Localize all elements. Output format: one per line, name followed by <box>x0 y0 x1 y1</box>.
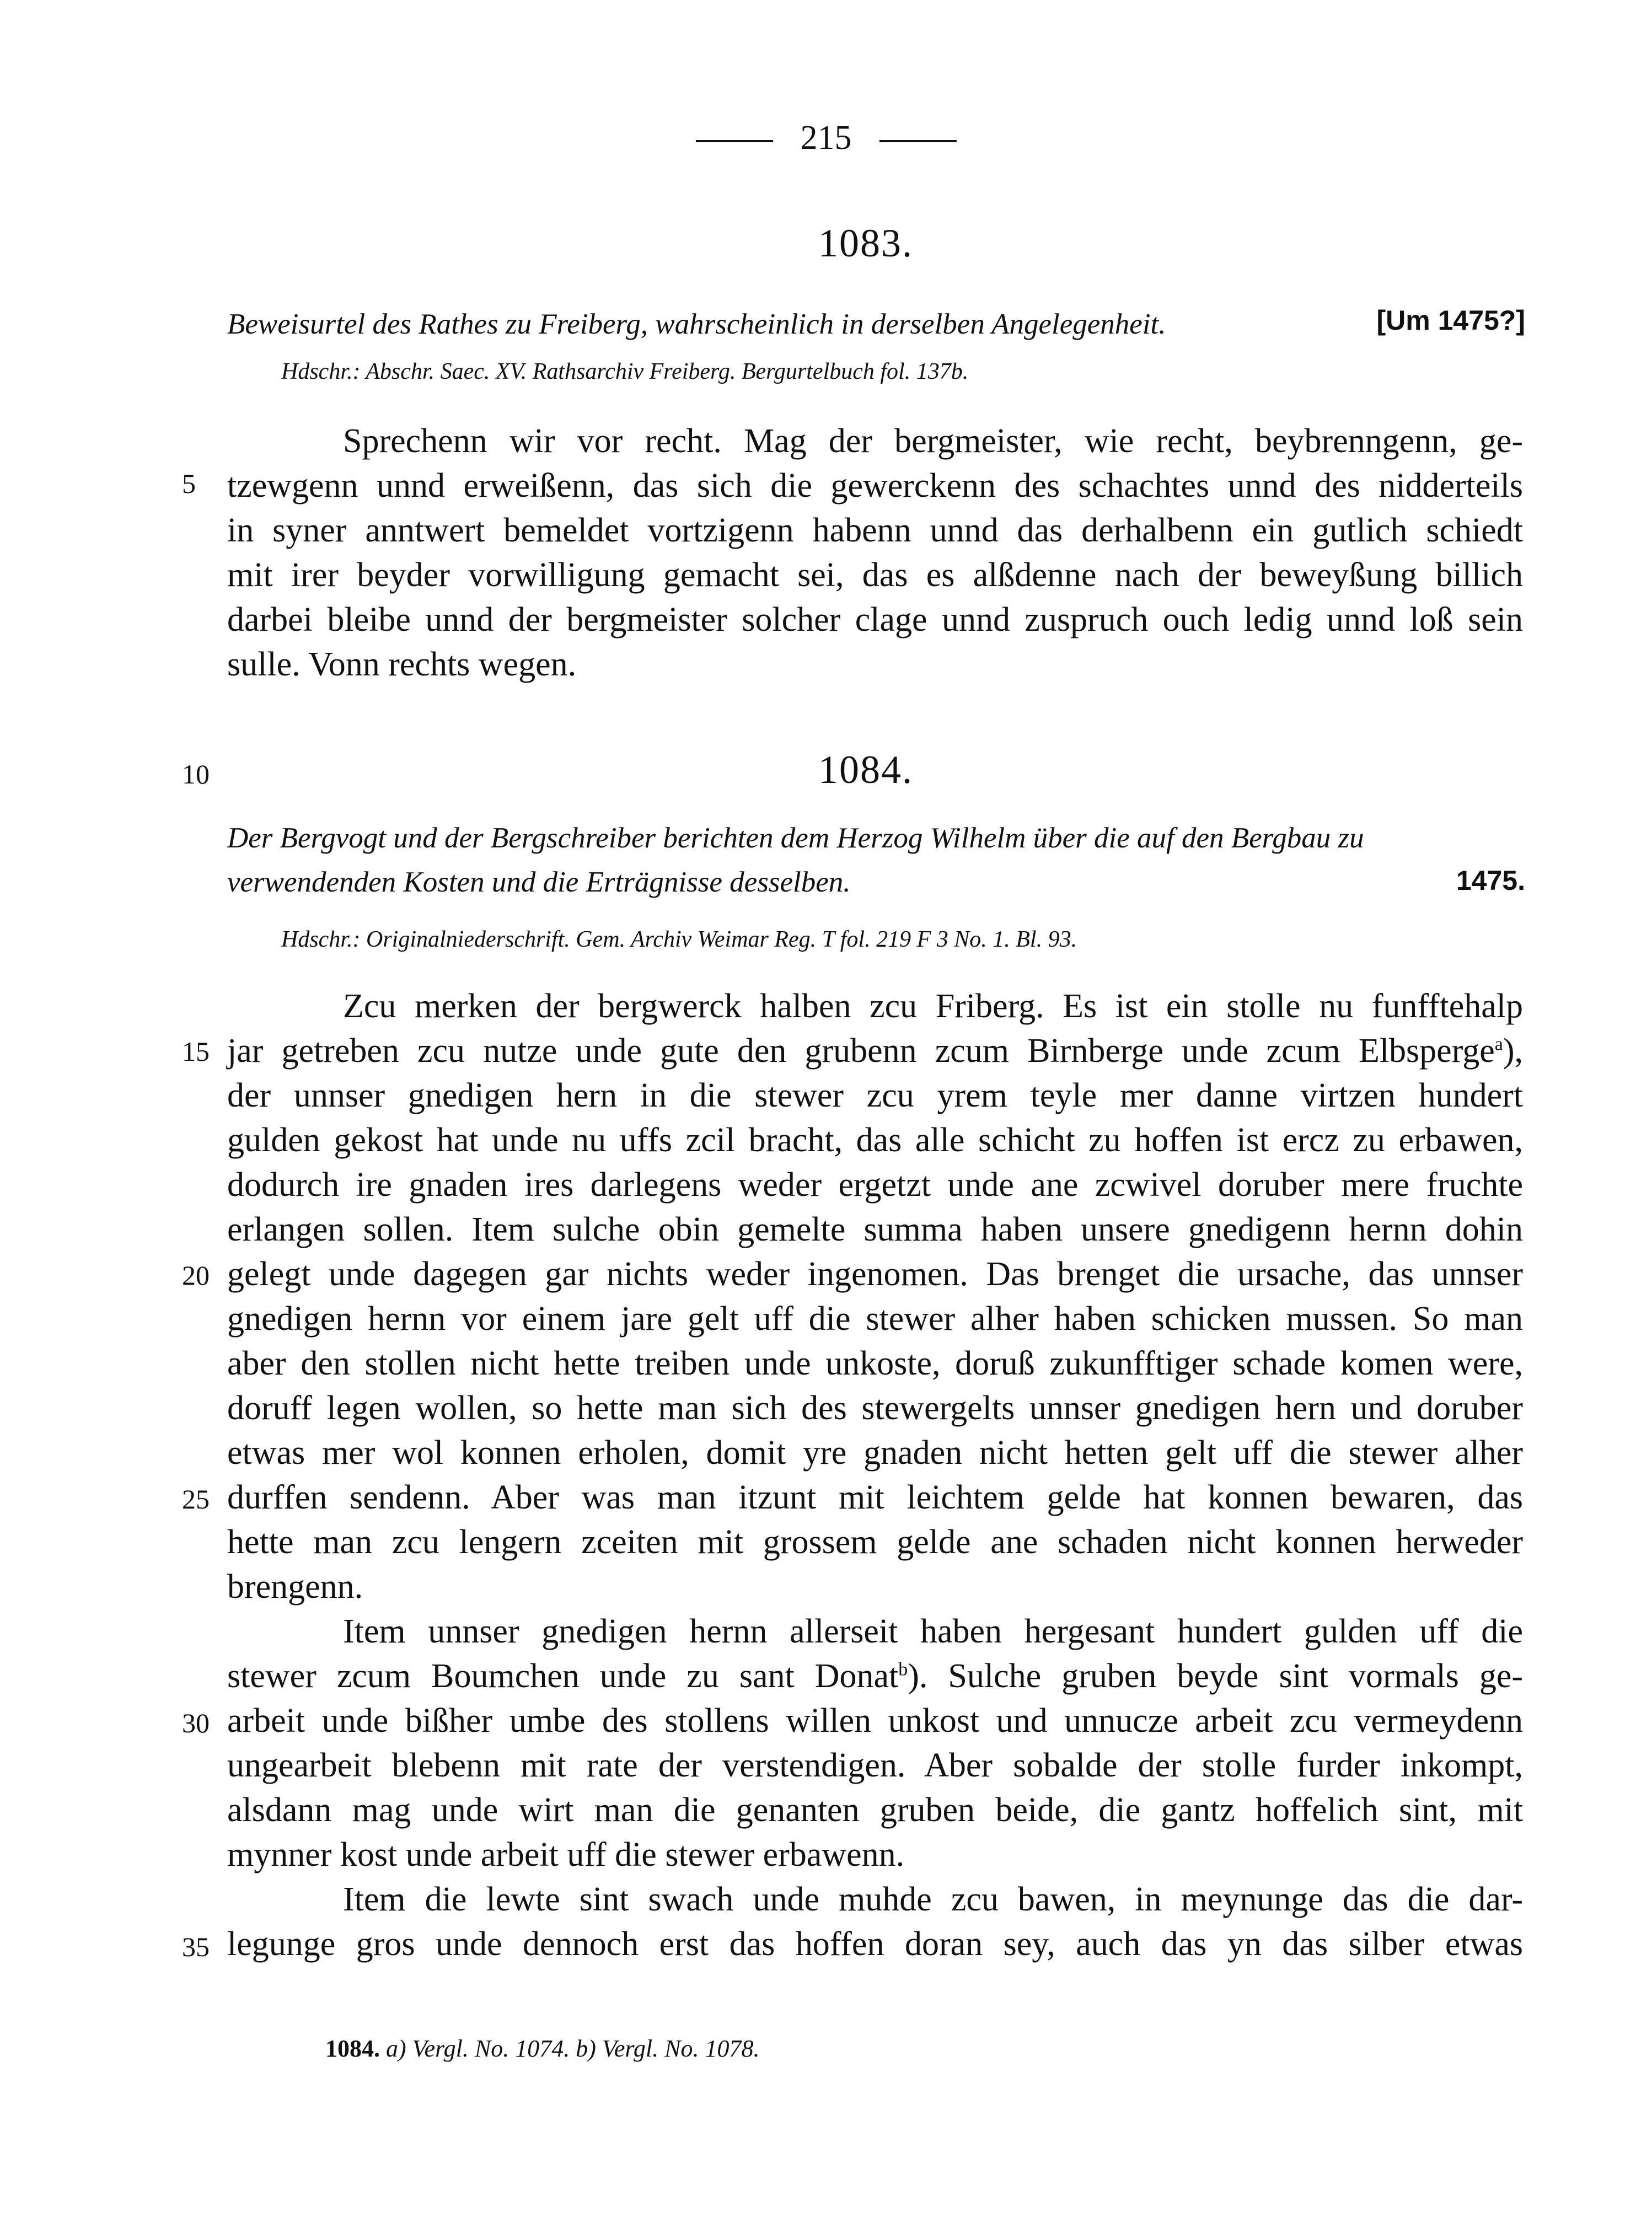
regest-1083: Beweisurtel des Rathes zu Freiberg, wahrscheinlich in derselben Angelegenheit. <box>227 308 1166 340</box>
text-line: ungearbeit blebenn mit rate der verstendigen. Aber sobalde der stolle furder inkompt, <box>227 1747 1523 1784</box>
header-rule-right <box>879 140 957 142</box>
text-line: mynner kost unde arbeit uff die stewer erbawenn. <box>227 1836 905 1873</box>
line-number: 25 <box>182 1484 210 1515</box>
text-line: arbeit unde bißher umbe des stollens willen unkost und unnucze arbeit zcu vermeydenn <box>227 1702 1523 1740</box>
footnote-text: a) Vergl. No. 1074. b) Vergl. No. 1078. <box>386 2035 760 2062</box>
text-line: brengenn. <box>227 1568 363 1606</box>
text-line: Item die lewte sint swach unde muhde zcu bawen, in meynunge das die dar- <box>343 1881 1523 1918</box>
text-segment: stewer zcum Boumchen unde zu sant Donat <box>227 1657 899 1695</box>
text-line: etwas mer wol konnen erholen, domit yre gnaden nicht hetten gelt uff die stewer alher <box>227 1434 1523 1472</box>
text-line: hette man zcu lengern zceiten mit grossem gelde ane schaden nicht konnen herweder <box>227 1523 1523 1561</box>
text-line: doruff legen wollen, so hette man sich des stewergelts unnser gnedigen hern und doruber <box>227 1389 1523 1427</box>
document-number-1084: 1084. <box>818 748 913 792</box>
page-header <box>0 119 1652 158</box>
regest-1084 <box>227 816 1523 904</box>
line-number: 30 <box>182 1708 210 1738</box>
line-number: 20 <box>182 1260 210 1291</box>
text-line <box>227 1654 1523 1699</box>
text-line: mit irer beyder vorwilligung gemacht sei, das es alßdenne nach der beweyßung billich <box>227 556 1523 594</box>
text-line: Zcu merken der bergwerck halben zcu Friberg. Es ist ein stolle nu funfftehalp <box>343 987 1523 1025</box>
text-line <box>227 1029 1523 1073</box>
source-1084: Hdschr.: Originalniederschrift. Gem. Archiv Weimar Reg. T fol. 219 F 3 No. 1. Bl. 93. <box>281 927 1077 952</box>
text-line: tzewgenn unnd erweißenn, das sich die gewerckenn des schachtes unnd des nidderteils <box>227 467 1523 504</box>
text-line: gnedigen hernn vor einem jare gelt uff die stewer alher haben schicken mussen. So man <box>227 1300 1523 1338</box>
text-segment: jar getreben zcu nutze unde gute den grubenn zcum Birnberge unde zcum Elbsperge <box>227 1032 1495 1070</box>
footnote-label: 1084. <box>325 2035 380 2062</box>
text-line: dodurch ire gnaden ires darlegens weder ergetzt unde ane zcwivel doruber mere fruchte <box>227 1166 1523 1204</box>
line-number: 35 <box>182 1931 210 1962</box>
text-line: Sprechenn wir vor recht. Mag der bergmeister, wie recht, beybrenngenn, ge- <box>343 422 1523 460</box>
text-segment: ), <box>1503 1032 1523 1070</box>
header-rule-left <box>696 140 773 142</box>
text-line: sulle. Vonn rechts wegen. <box>227 646 577 683</box>
text-line: gulden gekost hat unde nu uffs zcil bracht, das alle schicht zu hoffen ist ercz zu erbawen, <box>227 1121 1523 1159</box>
document-number-1083: 1083. <box>818 221 913 265</box>
body-text-1084 <box>227 984 1523 1967</box>
text-line: darbei bleibe unnd der bergmeister solcher clage unnd zuspruch ouch ledig unnd loß sein <box>227 601 1523 638</box>
text-line: aber den stollen nicht hette treiben unde unkoste, doruß zukunfftiger schade komen were, <box>227 1345 1523 1382</box>
regest-line: Der Bergvogt und der Bergschreiber berichten dem Herzog Wilhelm über die auf den Bergbau zu <box>227 822 1364 854</box>
date-1084: 1475. <box>1456 865 1525 896</box>
footnote-marker-b[interactable]: b <box>898 1659 908 1680</box>
line-number: 5 <box>182 468 196 499</box>
text-segment: ). Sulche gruben beyde sint vormals ge- <box>908 1657 1523 1695</box>
text-line: legunge gros unde dennoch erst das hoffen doran sey, auch das yn das silber etwas <box>227 1925 1523 1963</box>
text-line: gelegt unde dagegen gar nichts weder ingenomen. Das brenget die ursache, das unnser <box>227 1255 1523 1293</box>
body-text-1083 <box>227 419 1523 687</box>
line-number: 10 <box>182 759 210 790</box>
text-line: alsdann mag unde wirt man die genanten gruben beide, die gantz hoffelich sint, mit <box>227 1791 1523 1829</box>
text-line: durffen sendenn. Aber was man itzunt mit leichtem gelde hat konnen bewaren, das <box>227 1479 1523 1516</box>
line-number: 15 <box>182 1036 210 1067</box>
footnote-marker-a[interactable]: a <box>1494 1034 1503 1055</box>
text-line: Item unnser gnedigen hernn allerseit haben hergesant hundert gulden uff die <box>343 1613 1523 1650</box>
text-line: der unnser gnedigen hern in die stewer zcu yrem teyle mer danne virtzen hundert <box>227 1077 1523 1114</box>
footnote <box>325 2034 760 2063</box>
text-line: erlangen sollen. Item sulche obin gemelte summa haben unsere gnedigenn hernn dohin <box>227 1211 1523 1248</box>
page-number: 215 <box>800 119 852 157</box>
regest-line: verwendenden Kosten und die Erträgnisse desselben. <box>227 866 851 898</box>
date-1083: [Um 1475?] <box>1376 305 1525 336</box>
source-text: Hdschr.: Abschr. Saec. XV. Rathsarchiv Freiberg. Bergurtelbuch fol. 137b. <box>281 359 969 384</box>
source-1083 <box>281 358 968 385</box>
text-line: in syner anntwert bemeldet vortzigenn habenn unnd das derhalbenn ein gutlich schiedt <box>227 512 1523 549</box>
